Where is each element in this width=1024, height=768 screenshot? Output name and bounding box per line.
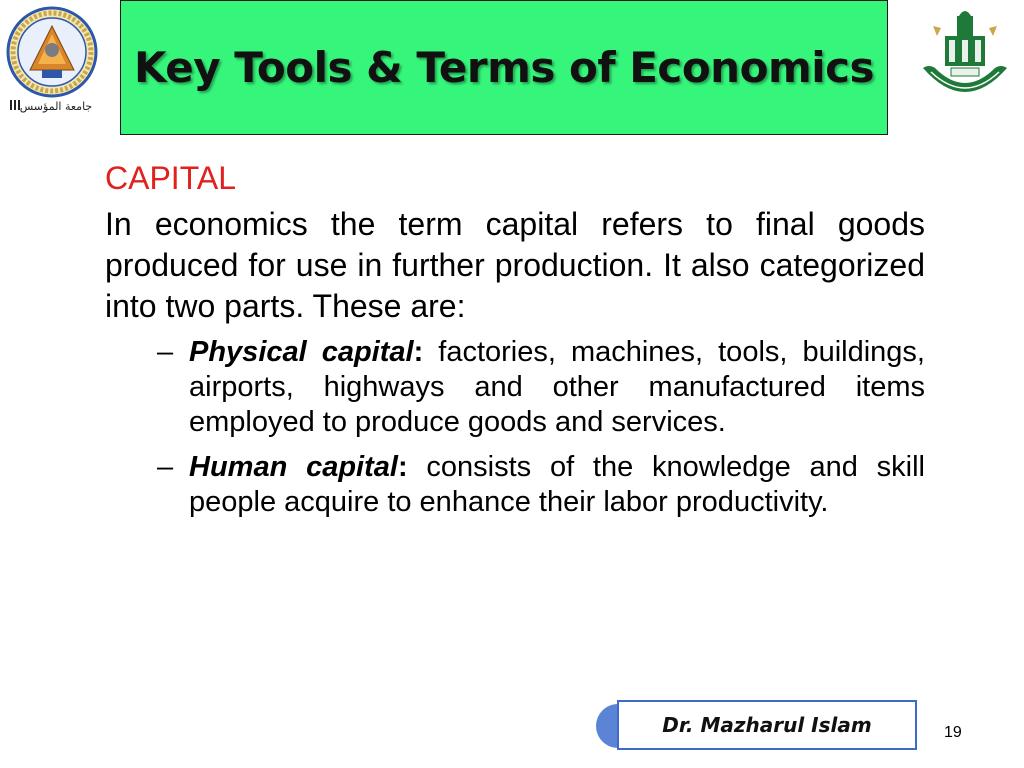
bullet-dash: – — [157, 336, 174, 368]
faculty-seal-logo — [2, 4, 104, 116]
slide-title-box — [120, 0, 888, 135]
slide-content — [105, 158, 925, 520]
slide-title: Key Tools & Terms of Economics — [134, 42, 874, 92]
item-term: Physical capital — [189, 336, 414, 368]
item-term: Human capital — [189, 451, 398, 483]
left-logo-caption: جامعة المؤسس — [19, 100, 93, 113]
list-item — [157, 335, 925, 440]
section-heading: CAPITAL — [105, 160, 236, 196]
item-colon: : — [413, 336, 424, 368]
author-name: Dr. Mazharul Islam — [662, 713, 872, 737]
item-description: factories, machines, tools, buildings, airports, highways and other manufactured items employed to produce goods and services. — [189, 336, 925, 438]
list-item — [157, 450, 925, 520]
university-emblem-logo — [915, 6, 1015, 110]
item-description: consists of the knowledge and skill people acquire to enhance their labor productivity. — [189, 451, 925, 518]
footer-name-box — [617, 700, 917, 750]
item-colon: : — [397, 451, 408, 483]
bullet-dash: – — [157, 451, 174, 483]
page-number: 19 — [944, 724, 962, 741]
intro-paragraph: In economics the term capital refers to final goods produced for use in further production. It also categorized into two parts. These are: — [105, 206, 925, 324]
